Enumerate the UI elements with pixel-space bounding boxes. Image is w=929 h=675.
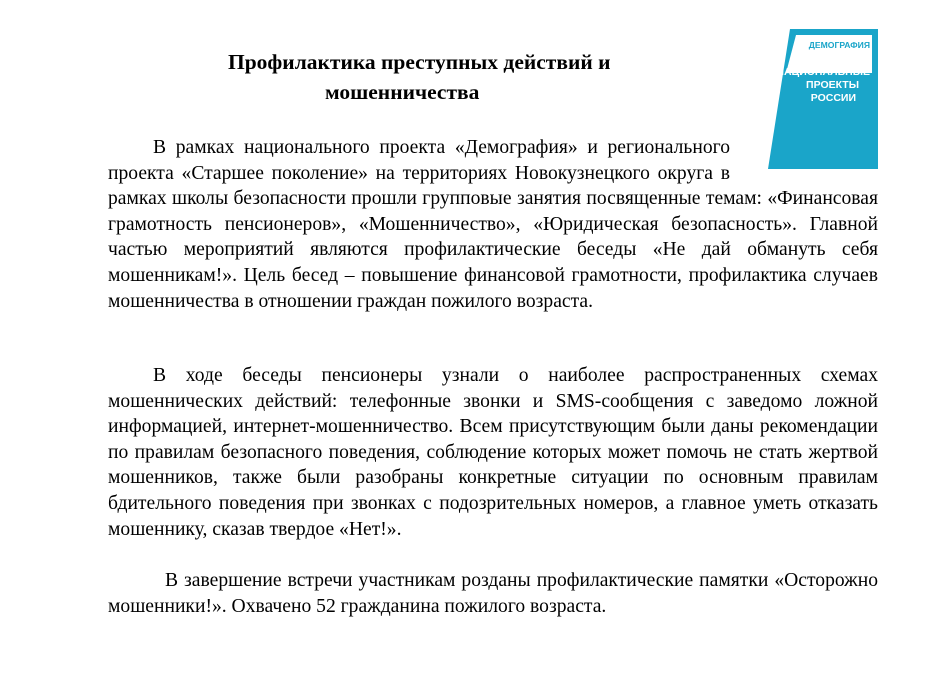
logo-line-3: РОССИИ <box>810 92 856 104</box>
paragraph-2: В ходе беседы пенсионеры узнали о наиболее распространенных схемах мошеннических действий: телефонные звонки и SMS-сообщения с заведомо ложной информацией, интернет-мошенничество. Всем присутствующим были даны рекомендации по правилам безопасного поведения, соблюдение которых может помочь не стать жертвой мошенников, также были разобраны конкретные ситуации по основным правилам бдительного поведения при звонках с подозрительных номеров, а главное уметь отказать мошеннику, сказав твердое «Нет!». <box>108 365 878 540</box>
logo-top-label: ДЕМОГРАФИЯ <box>808 40 870 50</box>
logo-wrap-spacer <box>730 135 878 186</box>
logo-line-2: ПРОЕКТЫ <box>806 79 859 91</box>
document-title-line-2: мошенничества <box>325 80 480 104</box>
paragraph-1: В рамках национального проекта «Демография» и регионального проекта «Старшее поколение» на территориях Новокузнецкого округа в рамках школы безопасности прошли групповые занятия посвященные темам: «Финансовая грамотность пенсионеров», «Мошенничество», «Юридическая безопасность». Главной частью мероприятий являются профилактические беседы «Не дай обмануть себя мошенникам!». Цель бесед – повышение финансовой грамотности, профилактика случаев мошенничества в отношении граждан пожилого возраста. <box>108 137 878 312</box>
paragraph-3: В завершение встречи участникам розданы профилактические памятки «Осторожно мошенники!». Охвачено 52 гражданина пожилого возраста. <box>108 570 878 617</box>
document-title-line-1: Профилактика преступных действий и <box>228 50 611 74</box>
logo-line-1: НАЦИОНАЛЬНЫЕ <box>776 66 870 78</box>
